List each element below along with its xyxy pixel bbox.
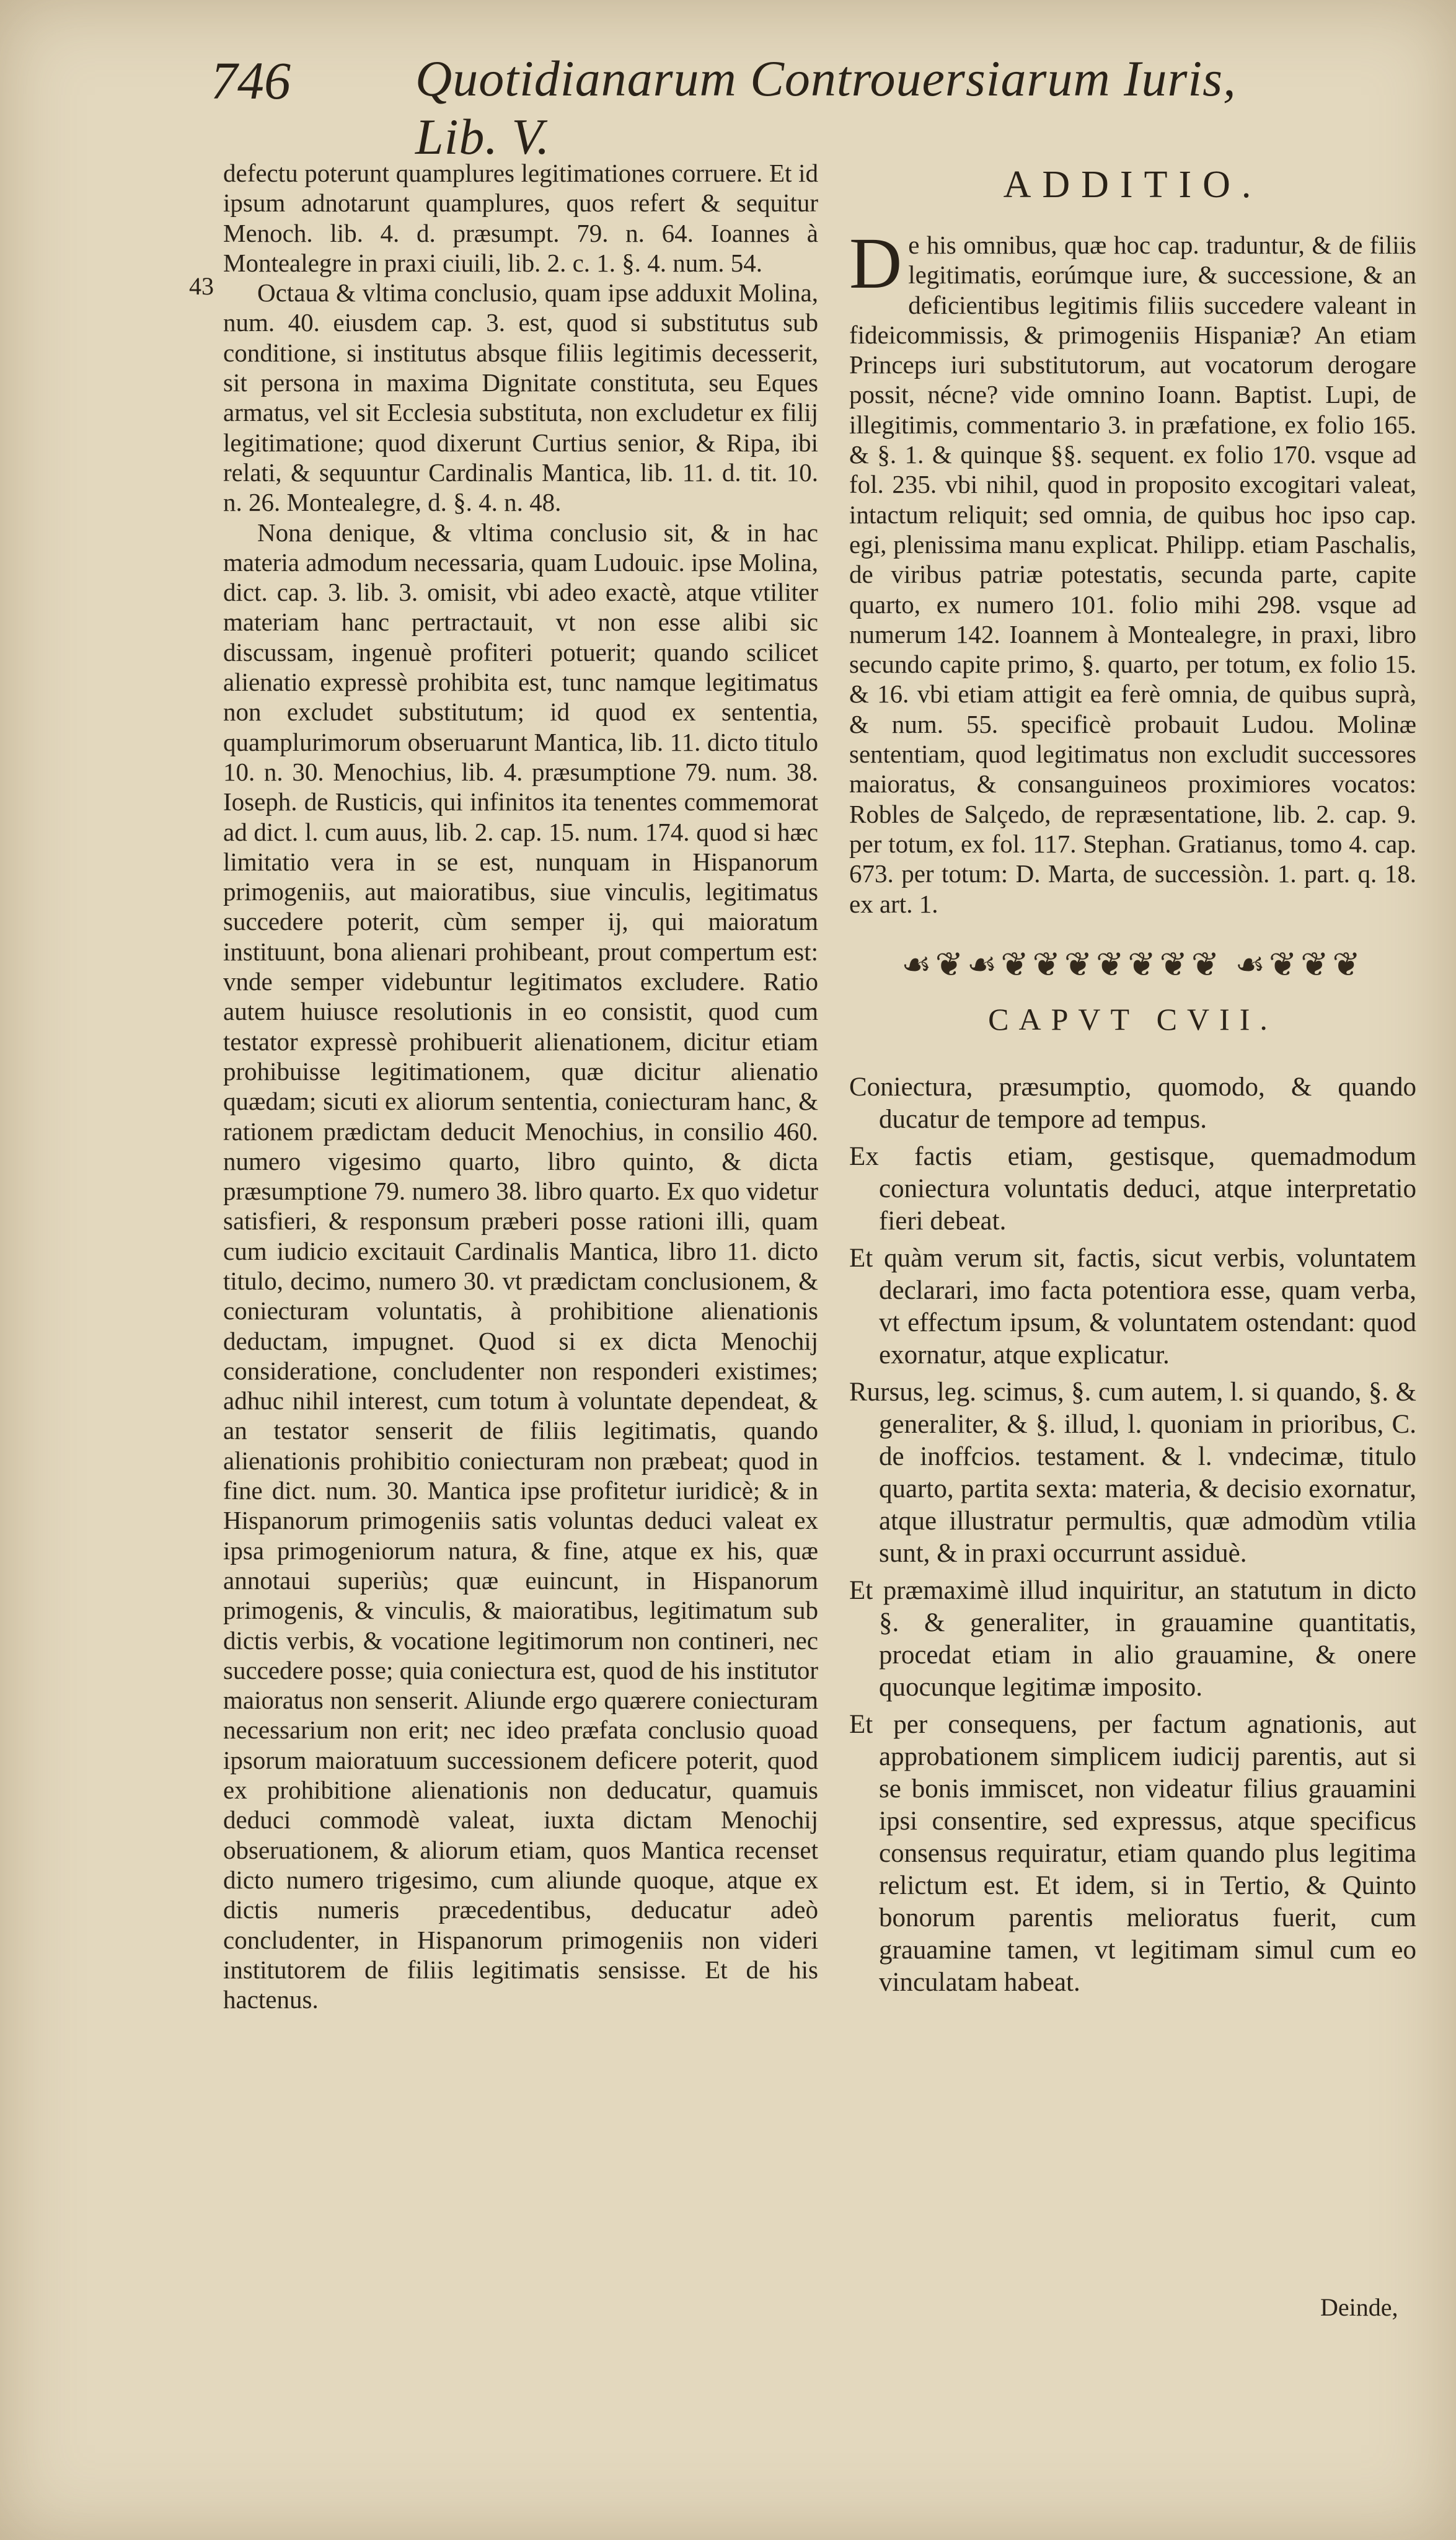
chapter-heading: CAPVT CVII. [988, 1001, 1277, 1037]
summary-item: Ex factis etiam, gestisque, quemadmodum coniectura voluntatis deduci, atque interpretatio fieri debeat. [849, 1141, 1416, 1236]
left-paragraph: Nona denique, & vltima conclusio sit, & in hac materia admodum necessaria, quam Ludouic. ipse Molina, dict. cap. 3. lib. 3. omisit, vbi adeo exactè, atque vtiliter materiam hanc pertractauit, vt non esse alibi sic discussam, ingenuè profiteri potuerit; quando scilicet alienatio expressè prohibita est, tunc namque legitimatus non excludet substitutum; id quod ex sententia, quamplurimorum obseruarunt Mantica, lib. 11. dicto titulo 10. n. 30. Menochius, lib. 4. præsumptione 79. num. 38. Ioseph. de Rusticis, qui infinitos ita tenentes commemorat ad dict. l. cum auus, lib. 2. cap. 15. num. 174. quod si hæc limitatio vera in se est, nunquam in Hispanorum primogeniis, aut maioratibus, siue vinculis, legitimatus succedere poterit, cùm semper ij, qui maioratum instituunt, bona alienari prohibeant, prout compertum est: vnde semper videbuntur legitimatos excludere. Ratio autem huiusce resolutionis in eo consistit, quod cum testator expressè prohibuerit alienationem, dicitur etiam prohibuisse legitimationem, quæ dicitur alienatio quædam; sicuti ex aliorum sententia, coniecturam hanc, & rationem prædictam deducit Menochius, in consilio 460. numero vigesimo quarto, libro quinto, & dicta præsumptione 79. numero 38. libro quarto. Ex quo videtur satisfieri, & responsum præberi posse rationi illi, quam cum iudicio excitauit Cardinalis Mantica, libro 11. dicto titulo, decimo, numero 30. vt prædictam conclusionem, & coniecturam voluntatis, à prohibitione alienationis deductam, impugnet. Quod si ex dicta Menochij consideratione, concludenter non responderi existimes; adhuc nihil interest, cum totum à voluntate dependeat, & an testator senserit de filiis legitimatis, quando alienationis prohibitio coniecturam non præbeat; quod in fine dict. num. 30. Mantica ipse profitetur iuridicè; & in Hispanorum primogeniis satis voluntas deduci valeat ex ipsa primogeniorum natura, & fine, atque ex his, quæ annotaui superiùs; quæ euincunt, in Hispanorum primogenis, & vinculis, & maioratibus, legitimatum sub dictis verbis, & vocatione legitimorum non contineri, nec succedere posse; quia coniectura est, quod de his institutor maioratus non senserit. Aliunde ergo quærere coniecturam necessarium non erit; nec ideo præfata conclusio quoad ipsorum maioratuum successionem deficere poterit, quod ex prohibitione alienationis non deducatur, quamuis deduci commodè valeat, iuxta dictam Menochij obseruationem, & aliorum etiam, quos Mantica recenset dicto numero trigesimo, cum aliunde quoque, atque ex dictis numeris præcedentibus, deducatur adeò concludenter, in Hispanorum primogeniis non videri institutorem de filiis legitimatis sensisse. Et de his hactenus. [223, 518, 818, 2014]
left-paragraph: defectu poterunt quamplures legitimationes corruere. Et id ipsum adnotarunt quamplures, quos refert & sequitur Menoch. lib. 4. d. præsumpt. 79. n. 64. Ioannes à Montealegre in praxi ciuili, lib. 2. c. 1. §. 4. num. 54. [223, 159, 818, 277]
right-column [849, 158, 1416, 2004]
margin-note-number: 43 [189, 272, 214, 300]
summary-item: Rursus, leg. scimus, §. cum autem, l. si quando, §. & generaliter, & §. illud, l. quoniam in prioribus, C. de inoffcios. testament. & l. vndecimæ, titulo quarto, partita sexta: materia, & decisio exornatur, atque illustratur permultis, quæ admodùm vtilia sunt, & in praxi occurrunt assiduè. [849, 1377, 1416, 1568]
page-number: 746 [211, 51, 291, 110]
chapter-summary [849, 1071, 1416, 1999]
summary-item: Et per consequens, per factum agnationis, aut approbationem simplicem iudicij parentis, aut si se bonis immiscet, non videatur filius grauamini ipsi consentire, sed expressus, atque specificus consensus requiratur, etiam quando plus legitima relictum est. Et idem, si in Tertio, & Quinto bonorum parentis melioratus fuerit, cum grauamine tamen, vt legitimam simul cum eo vinculatam habeat. [849, 1709, 1416, 1997]
additio-heading: ADDITIO. [1003, 164, 1263, 206]
page-header [211, 50, 1264, 165]
additio-text: De his omnibus, quæ hoc cap. traduntur, & de filiis legitimatis, eorúmque iure, & successione, & an deficientibus legitimis filiis succedere valeant in fideicommissis, & primogeniis Hispaniæ? An etiam Princeps iuri substitutorum, aut vocatorum derogare possit, nécne? vide omnino Ioann. Baptist. Lupi, de illegitimis, commentario 3. in præfatione, ex folio 165. & §. 1. & quinque §§. sequent. ex folio 170. vsque ad fol. 235. vbi nihil, quod in proposito excogitari valeat, intactum reliquit; sed omnia, de quibus hoc ipso cap. egi, plenissima manu explicat. Philipp. etiam Paschalis, de viribus patriæ potestatis, secunda parte, capite quarto, ex numero 101. folio mihi 298. vsque ad numerum 142. Ioannem à Montealegre, in praxi, libro secundo capite primo, §. quarto, per totum, ex folio 15. & 16. vbi etiam attigit ea ferè omnia, de quibus suprà, & num. 55. specificè probauit Ludou. Molinæ sententiam, quod legitimatus non excludit successores maioratus, & consanguineos proximiores vocatos: Robles de Salçedo, de repræsentatione, lib. 2. cap. 9. per totum, ex fol. 117. Stephan. Gratianus, tomo 4. cap. 673. per totum: D. Marta, de successiòn. 1. part. q. 18. ex art. 1. [849, 223, 1416, 918]
summary-item: Coniectura, præsumptio, quomodo, & quando ducatur de tempore ad tempus. [849, 1072, 1416, 1134]
running-title: Quotidianarum Controuersiarum Iuris, Lib. V. [415, 50, 1237, 165]
catchword: Deinde, [1320, 2293, 1398, 2321]
ornament-divider: ☙❦☙❦❦❦❦❦❦❦ ☙❦❦❦ [901, 945, 1364, 983]
left-paragraph: Octaua & vltima conclusio, quam ipse adduxit Molina, num. 40. eiusdem cap. 3. est, quod si substitutus sub conditione, si institutus absque filiis legitimis decesserit, sit persona in maxima Dignitate constituta, seu Eques armatus, vel sit Ecclesia substituta, non excludetur ex filij legitimatione; quod dixerunt Curtius senior, & Ripa, ibi relati, & sequuntur Cardinalis Mantica, lib. 11. d. tit. 10. n. 26. Montealegre, d. §. 4. n. 48. [223, 278, 818, 517]
left-column [223, 158, 818, 2014]
summary-item: Et quàm verum sit, factis, sicut verbis, voluntatem declarari, imo facta potentiora esse, quam verba, vt effectum ipsum, & voluntatem ostendant: quod exornatur, atque explicatur. [849, 1243, 1416, 1370]
summary-item: Et præmaximè illud inquiritur, an statutum in dicto §. & generaliter, in grauamine quantitatis, procedat etiam in alio grauamine, & onere quocunque legitimæ imposito. [849, 1575, 1416, 1702]
